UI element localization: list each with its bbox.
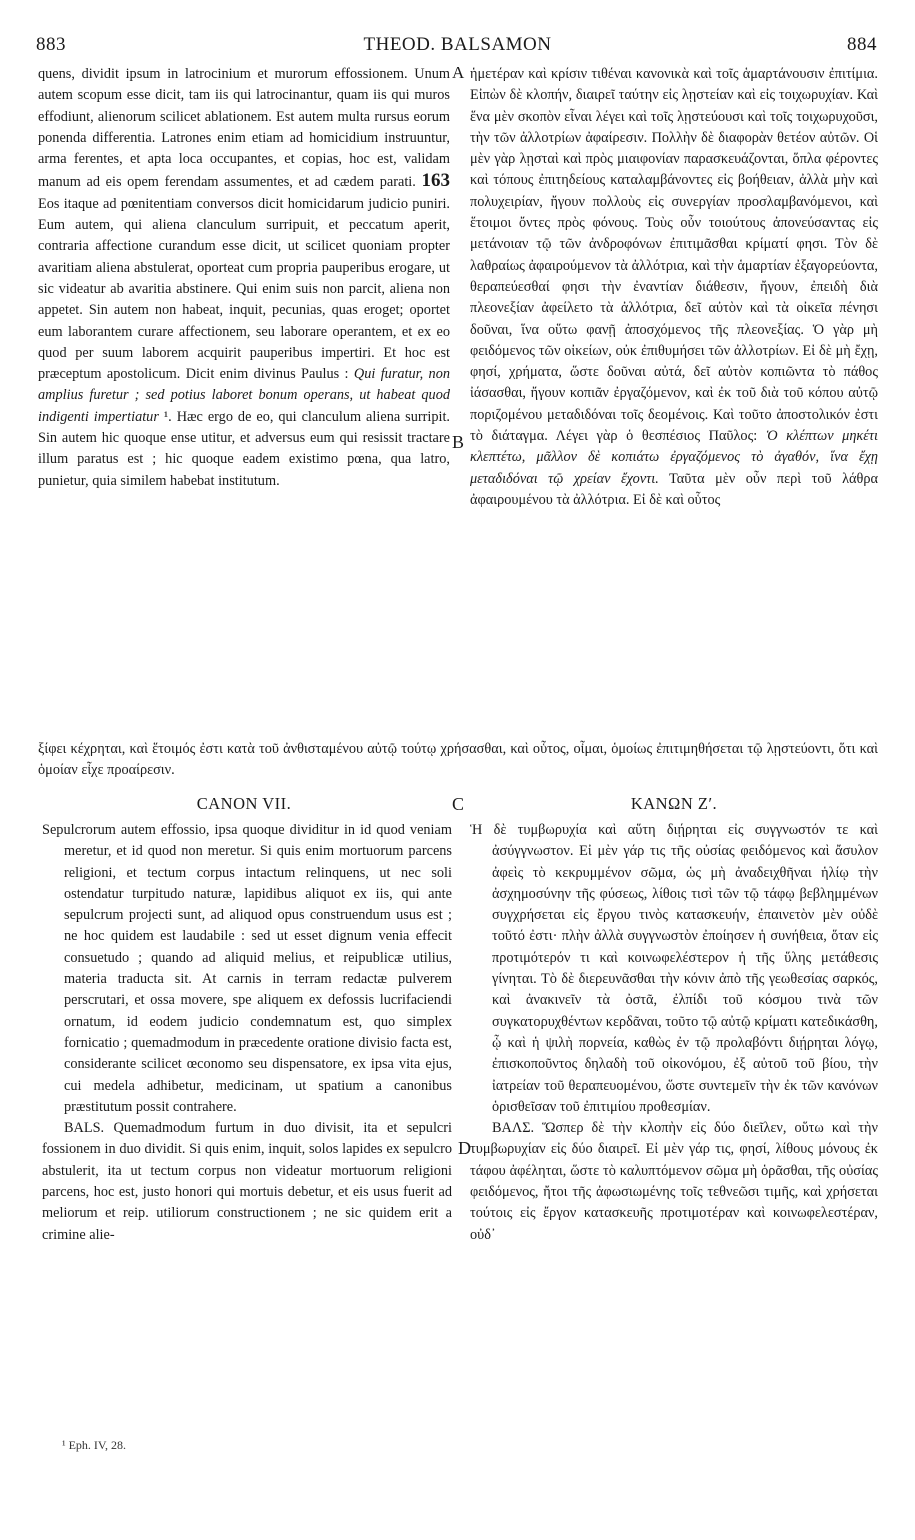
bals-latin-text: Quemadmodum furtum in duo divisit, ita et sepulcri fossionem in duo dividit. Si quis enim, inquit, solos lapides ex sepulcro abstulerit, ita ut tectum corpus non videatur mortuorum religioni parcens, hoc est, justo honori qui mortuis debetur, et eis usus fuerit ad meliorum et reip. utiliorum constructionem ; ne sic quidem erit a crimine alie- bbox=[42, 1120, 452, 1243]
running-head: THEOD. BALSAMON bbox=[363, 34, 552, 55]
greek-text-1: ἡμετέραν καὶ κρίσιν τιθέναι κανονικὰ καὶ τοῖς ἁμαρτάνουσιν ἐπιτίμια. Εἰπὼν δὲ κλοπήν, διαιρεῖ ταύτην εἰς λῃστείαν καὶ εἰς τοιχωρυχίαν. Καὶ ἕνα μὲν σκοπὸν εἶναι λέγει καὶ τοῖς λῃστεύουσι καὶ τοῖς τοιχωρυχοῦσι, τὴν τῶν ἀλλοτρίων ἀφαίρεσιν. Πολλὴν δὲ διαφορὰν θετέον αὐτῶν. Οἱ μὲν γὰρ λῃσταὶ καὶ πρὸς μιαιφονίαν παρασκευάζονται, ὅπλα φέροντες καὶ τόπους ἐπιτηδείους καταλαμβάνοντες εἰς βοήθειαν, ἀλλὰ μὴν καὶ πολυχειρίαν, ἤγουν πολλοὺς εἰς συνεργίαν προσλαμβανόμενοι, καὶ ἕτοιμοι ὄντες πρὸς φόνους. Τοὺς οὖν τοιούτους ἀπονεύσαντας εἰς μετάνοιαν τῷ τῶν ἀνδροφόνων ἐπιτιμᾶσθαι κρίματί φησι. Τὸν δὲ λαθραίως ἀφαιρούμενον τὰ ἀλλότρια, καὶ τὴν ἁμαρτίαν ἐξαγορεύοντα, θεραπεύεσθαί φησι τὴν ἐναντίαν διάθεσιν, ἤγουν, ἐπειδὴ διὰ πλεονεξίαν ἀφείλετο τὰ ἀλλότρια, δεῖ αὐτὸν καὶ τὰ οἰκεῖα πένησι δοῦναι, ἵνα οὕτω φανῇ ἀποσχόμενος τῆς πλεονεξίας. Ὁ γὰρ μὴ φειδόμενος τῶν οἰκείων, οὐκ ἐπιθυμήσει τῶν ἀλλοτρίων. Εἰ δὲ μὴ ἔχῃ, φησί, χρήματα, ὥστε δοῦναι αὐτά, δεῖ αὐτὸν κοπιῶντα τὸ πάθος ἰάσασθαι, ἤγουν κοπιᾶν ἐργαζόμενον, καὶ ἐκ τοῦ διὰ τοῦ κόπου αὐτῷ ποριζομένου μεταδιδόναι τοῖς δεομένοις. Καὶ τοῦτο ἀποστολικόν ἐστι τὸ διάταγμα. Λέγει γὰρ ὁ θεσπέσιος Παῦλος: bbox=[470, 66, 878, 445]
latin-text-3: Hæc ergo de eo, qui clanculum aliena surripit. Sin autem hic quoque ense utitur, et adversus eum qui resissit tractare illum paratus est ; hic quoque eadem existimo pœna, qua latro, punietur, quia similem habebat institutum. bbox=[38, 408, 450, 489]
canon-greek-text: Ἡ δὲ τυμβωρυχία καὶ αὕτη διῄρηται εἰς συγγνωστόν τε καὶ ἀσύγγνωστον. Εἰ μὲν γάρ τις τῆς οὐσίας φειδόμενος καὶ ἄσυλον ἀφεὶς τὸ κεκρυμμένον σῶμα, ὡς μὴ ἀναδειχθῆναι ἡλίῳ τὴν ἀσχημοσύνην τῆς φύσεως, λίθοις τισὶ τῶν τῷ τάφῳ βεβλημμένων συγχρήσεται εἰς ἔργου τινὸς κατασκευήν, ἐπαινετὸν μὲν οὐδὲ τοῦτό ἐστι· πλὴν ἀλλὰ συγγνωστὸν ἐποίησεν ἡ συνήθεια, ὅταν εἰς προτιμότερόν τι καὶ κοινωφελέστερον ἡ τῆς ὕλης μετάθεσις γίνηται. Τὸ δὲ διερευνᾶσθαι τὴν κόνιν ἀπὸ τῆς γεωθεσίας σαρκός, καὶ ἀνακινεῖν τὰ ὀστᾶ, ἐλπίδι τοῦ κόσμου τινὰ τῶν συγκατορυχθέντων κερδᾶναι, τοῦτο τῷ αὐτῷ κρίματι κατεδικάσθη, ᾧ καὶ ἡ ψιλὴ πορνεία, καθὼς ἐν τῷ προλαβόντι διῄρηται λόγῳ, ἐπισκοποῦντος δηλαδὴ τοῦ οἰκονόμου, ἐξ αὐτοῦ τοῦ βίου, τὴν ἰατρείαν τοῦ θεραπευομένου, ὥστε συντεμεῖν τὴν ἐκ τῶν κανόνων ὁρισθεῖσαν τοῦ ἐπιτιμίου προθεσμίαν. bbox=[470, 822, 878, 1115]
greek-column-bottom bbox=[470, 820, 878, 1246]
bals-greek-label: ΒΑΛΣ. bbox=[492, 1120, 535, 1137]
margin-marker-b: B bbox=[452, 432, 465, 452]
page-number-right: 884 bbox=[847, 34, 877, 55]
bals-greek-text: Ὥσπερ δὲ τὴν κλοπὴν εἰς δύο διεῖλεν, οὕτω καὶ τὴν τυμβωρυχίαν εἰς δύο διαιρεῖ. Εἰ μὲν γάρ τις, φησί, λίθους μόνους ἐκ τάφου ἀφέληται, ὥστε τὸ καλυπτόμενον σῶμα μὴ ὁρᾶσθαι, τῆς οὐσίας φειδόμενος, ἤτοι τῆς ἀφωσιωμένης τοῖς τεθνεῶσι τιμῆς, καὶ χρήσεται τούτοις εἰς ἔργον κατασκευῆς προτιμοτέραν καὶ κοινωφελεστέραν, οὐδ᾽ bbox=[470, 1120, 878, 1243]
greek-paragraph bbox=[470, 64, 878, 511]
canon-latin-title: CANON VII. bbox=[196, 794, 292, 813]
greek-fullwidth-text: ξίφει κέχρηται, καὶ ἕτοιμός ἐστι κατὰ τοῦ ἀνθισταμένου αὐτῷ τούτῳ χρήσασθαι, καὶ οὗτος, οἶμαι, ὁμοίως ἐπιτιμηθήσεται τῷ λῃστεύοντι, ὅτι καὶ ὁμοίαν εἶχε προαίρεσιν. bbox=[38, 741, 878, 779]
margin-marker-c: C bbox=[452, 794, 465, 814]
page-number-left: 883 bbox=[36, 34, 66, 55]
margin-marker-a: A bbox=[452, 63, 465, 82]
latin-text-2: Eos itaque ad pœnitentiam conversos dicit homicidarum judicio puniri. Eum autem, qui aliena clanculum surripuit, et peccatum aperit, contraria affectione curandum esse dicit, ut scilicet quoniam propter avaritiam aliena abstulerat, oporteat cum propria pauperibus erogare, ut sic videatur ab avaritia abstinere. Qui enim suis non parcit, aliena non appetet. Sin autem non habeat, inquit, pecunias, quas eroget; oportet eum laborantem curare affectionem, seu laborare operantem, et ex eo quod per suum laborem acquirit pauperibus impertiri. Et hoc est præceptum apostolicum. Dicit enim divinus Paulus : bbox=[38, 195, 450, 383]
column-number: 163 bbox=[421, 170, 450, 192]
footnote-ref: ¹. bbox=[163, 408, 172, 425]
canon-greek-title: ΚΑΝΩΝ Ζʹ. bbox=[630, 794, 718, 813]
bals-latin-label: BALS. bbox=[64, 1120, 105, 1137]
scripture-quote: Qui furatur, non amplius furetur ; sed potius laboret bonum operans, ut habeat quod indigenti impertiatur bbox=[38, 366, 451, 425]
latin-text-1: quens, dividit ipsum in latrocinium et murorum effossionem. Unum autem scopum esse dicit, tam iis qui latrocinantur, quam iis qui muros effodiunt, alienorum scilicet ablationem. Est autem multa rursus eorum ponenda differentia. Latrones enim etiam ad homicidium instruuntur, arma ferentes, et apta loca occupantes, et copias, hoc est, validam manum ad eis opem ferendam assumentes, et ad cædem parati. bbox=[38, 66, 450, 191]
latin-column-top bbox=[38, 64, 450, 492]
footnote: ¹ Eph. IV, 28. bbox=[62, 1438, 127, 1452]
greek-text-2: Ταῦτα μὲν οὖν περὶ τοῦ λάθρα ἀφαιρουμένου τὰ ἀλλότρια. Εἰ δὲ καὶ οὗτος bbox=[470, 470, 878, 508]
greek-scripture-quote: Ὁ κλέπτων μηκέτι κλεπτέτω, μᾶλλον δὲ κοπιάτω ἐργαζόμενος τὸ ἀγαθόν, ἵνα ἔχῃ μεταδιδόναι τῷ χρείαν ἔχοντι. bbox=[470, 428, 878, 487]
canon-latin-text: Sepulcrorum autem effossio, ipsa quoque dividitur in id quod veniam meretur, et id quod non meretur. Si quis enim mortuorum parcens religioni, et tectum corpus intactum relinquens, ut nec soli ostendatur turpitudo naturæ, lapidibus aliquot ex iis, qui ante sepulcrum projecti sunt, ad aliquod opus construendum usus est ; ne hoc quidem est laudabile : sed ut esset dignum venia effecit consuetudo ; quando ad aliquid melius, et reipublicæ utilius, materia traducta sit. At carnis in terram redactæ pulverem perscrutari, et ossa movere, spe aliquem ex defossis lucrifaciendi ornatum, id eodem judicio condemnatum est, quo simplex fornicatio ; quemadmodum in præcedente oratione divisio facta est, considerante scilicet œconomo seu dispensatore, ex ipsa vita ejus, cui medela adhibetur, medicinam, ut spatium a canonibus præstitutum possit contrahere. bbox=[42, 822, 452, 1115]
bals-latin-paragraph bbox=[42, 1118, 452, 1246]
greek-column-top bbox=[470, 64, 878, 511]
latin-paragraph bbox=[38, 64, 450, 492]
latin-column-bottom bbox=[42, 820, 452, 1246]
bals-greek-paragraph bbox=[470, 1118, 878, 1246]
margin-marker-d: D bbox=[458, 1138, 471, 1158]
